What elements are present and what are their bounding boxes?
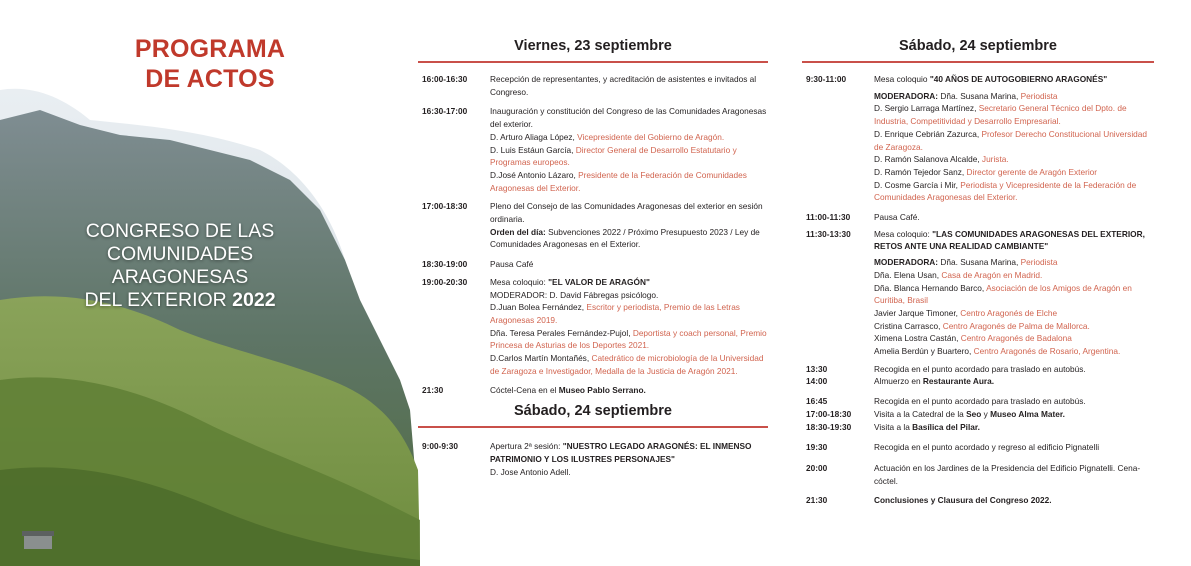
cover-panel: [0, 0, 420, 566]
schedule-row: 18:30-19:00 Pausa Café: [422, 259, 534, 270]
schedule-row: 13:30 Recogida en el punto acordado para traslado en autobús.: [806, 363, 1086, 374]
schedule-row: 11:30-13:30 Mesa coloquio: "LAS COMUNIDADES ARAGONESAS DEL EXTERIOR, RETOS ANTE UNA REALIDAD CAMBIANTE" MODERADORA: Dña. Susana Marina, Periodista Dña. Elena Usan, Casa de Aragón en Madrid. Dña. Blanca Hernando Barco, Asociación de los Amigos de Aragón en Curitiba, Brasil Javier Jarque Timoner, Centro Aragonés de Elche Cristina Carrasco, Centro Aragonés de Palma de Mallorca. Ximena Lostra Castán, Centro Aragonés de Badalona Amelia Berdún y Buartero, Centro Aragonés de Rosario, Argentina.: [806, 228, 1145, 357]
schedule-row: 17:00-18:30 Visita a la Catedral de la Seo y Museo Alma Mater.: [806, 408, 1065, 419]
schedule-row: 16:30-17:00 Inauguración y constitución del Congreso de las Comunidades Aragonesas del exterior. D. Arturo Aliaga López, Vicepresidente del Gobierno de Aragón. D. Luis Estáun García, Director General de Desarrollo Estatutario y Programas europeos. D.José Antonio Lázaro, Presidente de la Federación de Comunidades Aragonesas del Exterior.: [422, 106, 767, 193]
friday-column: [418, 0, 768, 478]
congress-title: CONGRESO DE LAS COMUNIDADES ARAGONESAS DEL EXTERIOR 2022: [84, 220, 276, 311]
schedule-row: 16:45 Recogida en el punto acordado para traslado en autobús.: [806, 396, 1086, 407]
day-heading: Viernes, 23 septiembre: [418, 38, 768, 63]
saturday-column: [802, 0, 1154, 507]
congress-year: 2022: [232, 289, 276, 311]
schedule-row: 9:00-9:30 Apertura 2ª sesión: "NUESTRO LEGADO ARAGONÉS: EL INMENSO PATRIMONIO Y LOS ILUSTRES PERSONAJES" D. Jose Antonio Adell.: [422, 441, 752, 477]
schedule-row: 9:30-11:00 Mesa coloquio "40 AÑOS DE AUTOGOBIERNO ARAGONÉS" MODERADORA: Dña. Susana Marina, Periodista D. Sergio Larraga Martínez, Secretario General Técnico del Dpto. de Industria, Competitividad y Desarrollo Empresarial. D. Enrique Cebrián Zazurca, Profesor Derecho Constitucional Universidad de Zaragoza. D. Ramón Salanova Alcalde, Jurista. D. Ramón Tejedor Sanz, Director gerente de Aragón Exterior D. Cosme García i Mir, Periodista y Vicepresidente de la Federación de Comunidades Aragonesas del Exterior.: [806, 74, 1148, 203]
day-heading: Sábado, 24 septiembre: [418, 403, 768, 428]
program-title: PROGRAMA DE ACTOS: [134, 35, 286, 93]
schedule-row: 20:00 Actuación en los Jardines de la Presidencia del Edificio Pignatelli. Cena-cóctel.: [806, 462, 1141, 486]
schedule-row: 19:00-20:30 Mesa coloquio: "EL VALOR DE ARAGÓN" MODERADOR: D. David Fábregas psicólogo. D.Juan Bolea Fernández, Escritor y periodista, Premio de las Letras Aragonesas 2019. Dña. Teresa Perales Fernández-Pujol, Deportista y coach personal, Premio Princesa de Asturias de los Deportes 2021. D.Carlos Martín Montañés, Catedrático de microbiología de la Universidad de Zaragoza e Investigador, Medalla de la Justicia de Aragón 2021.: [422, 276, 767, 376]
schedule-row: 11:00-11:30 Pausa Café.: [806, 212, 920, 223]
schedule-row: 18:30-19:30 Visita a la Basílica del Pilar.: [806, 421, 980, 432]
schedule-row: 21:30 Conclusiones y Clausura del Congreso 2022.: [806, 495, 1052, 506]
schedule-row: 14:00 Almuerzo en Restaurante Aura.: [806, 376, 995, 387]
schedule-row: 19:30 Recogida en el punto acordado y regreso al edificio Pignatelli: [806, 442, 1100, 453]
day-heading: Sábado, 24 septiembre: [802, 38, 1154, 63]
schedule-row: 21:30 Cóctel-Cena en el Museo Pablo Serrano.: [422, 385, 646, 396]
schedule-row: 16:00-16:30 Recepción de representantes, y acreditación de asistentes e invitados al Congreso.: [422, 74, 757, 97]
schedule-row: 17:00-18:30 Pleno del Consejo de las Comunidades Aragonesas del exterior en sesión ordinaria. Orden del día: Subvenciones 2022 / Próximo Presupuesto 2023 / Ley de Comunidades Aragonesas en el Exterior.: [422, 201, 763, 250]
